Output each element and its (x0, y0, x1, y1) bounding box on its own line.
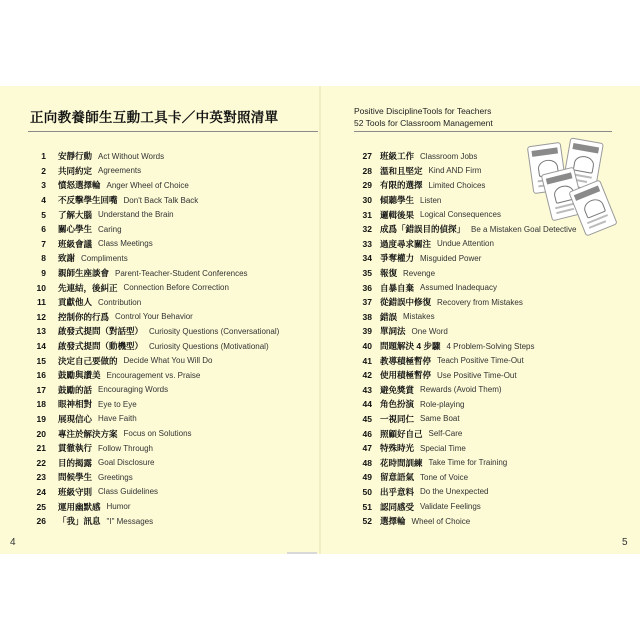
tool-item (28, 353, 279, 368)
tool-item (28, 164, 279, 179)
tool-number: 34 (362, 253, 372, 264)
tool-number: 23 (36, 472, 46, 483)
tool-name-chinese: 憤怒選擇輪 (58, 180, 101, 191)
tool-number: 19 (36, 413, 46, 424)
tool-name-english: Humor (106, 502, 131, 512)
tool-item (28, 455, 279, 470)
tool-number: 13 (36, 326, 46, 337)
tool-item (350, 383, 576, 398)
tool-number: 9 (41, 268, 46, 279)
tool-name-english: Teach Positive Time-Out (437, 356, 524, 366)
tool-item (350, 397, 576, 412)
tool-number: 16 (36, 370, 46, 381)
tool-number: 7 (41, 238, 46, 249)
tool-number: 11 (37, 297, 46, 308)
tool-name-english: Validate Feelings (420, 502, 481, 512)
tool-name-english: Class Guidelines (98, 487, 159, 497)
tool-item (28, 397, 279, 412)
tool-number: 20 (36, 428, 46, 439)
tool-item (350, 441, 576, 456)
tool-name-chinese: 運用幽默感 (58, 501, 101, 512)
tool-name-english: Undue Attention (437, 239, 494, 249)
tool-item (28, 266, 279, 281)
tool-item (350, 470, 576, 485)
tool-name-chinese: 眼神相對 (58, 399, 93, 410)
tool-item (28, 368, 279, 383)
tool-number: 27 (362, 151, 372, 162)
tool-name-english: Assumed Inadequacy (420, 283, 497, 293)
tool-number: 3 (41, 180, 46, 191)
tool-cards-illustration (524, 140, 612, 236)
tool-name-chinese: 過度尋求關注 (380, 238, 432, 249)
tool-name-chinese: 出乎意料 (380, 486, 415, 497)
tool-number: 12 (36, 311, 46, 322)
tool-item (28, 295, 279, 310)
tool-item (350, 280, 576, 295)
bottom-center-mark (287, 552, 317, 554)
tool-name-english: Be a Mistaken Goal Detective (471, 224, 577, 234)
tool-name-english: Control Your Behavior (115, 312, 193, 322)
tool-number: 39 (362, 326, 372, 337)
tool-item (350, 412, 576, 427)
tool-item (350, 237, 576, 252)
tool-item (350, 324, 576, 339)
tool-item (350, 295, 576, 310)
tool-number: 38 (362, 311, 372, 322)
tool-number: 50 (362, 486, 372, 497)
tool-name-chinese: 目的揭露 (58, 457, 93, 468)
tool-name-chinese: 報復 (380, 268, 398, 279)
tool-name-chinese: 安靜行動 (58, 151, 93, 162)
tool-name-chinese: 問候學生 (58, 472, 93, 483)
tool-item (350, 368, 576, 383)
tool-item (28, 514, 279, 529)
tool-name-chinese: 單詞法 (380, 326, 406, 337)
tool-name-english: Follow Through (98, 443, 154, 453)
tool-name-english: Rewards (Avoid Them) (420, 385, 502, 395)
tool-item (28, 178, 279, 193)
tool-name-chinese: 成爲「錯誤目的偵探」 (380, 224, 466, 235)
tool-item (28, 251, 279, 266)
tool-name-chinese: 溫和且堅定 (380, 165, 423, 176)
tool-number: 10 (36, 282, 46, 293)
tool-name-english: Encouragement vs. Praise (106, 370, 201, 380)
page-title-chinese: 正向教養師生互動工具卡／中英對照清單 (30, 110, 279, 125)
tool-item (28, 324, 279, 339)
tool-name-chinese: 避免獎賞 (380, 384, 415, 395)
tool-number: 28 (362, 165, 372, 176)
tool-name-chinese: 不反擊學生回嘴 (58, 195, 118, 206)
right-page-number: 5 (622, 537, 628, 548)
tool-number: 8 (41, 253, 46, 264)
tool-number: 15 (36, 355, 46, 366)
tool-number: 21 (36, 443, 46, 454)
tool-item (28, 339, 279, 354)
left-title-rule (28, 131, 318, 132)
tool-name-english: Logical Consequences (420, 210, 501, 220)
tool-name-chinese: 自暴自棄 (380, 282, 415, 293)
tool-item (350, 310, 576, 325)
tool-name-english: Greetings (98, 472, 133, 482)
tool-name-chinese: 專注於解決方案 (58, 428, 118, 439)
tool-name-english: Goal Disclosure (98, 458, 155, 468)
tool-name-english: One Word (411, 326, 448, 336)
tool-name-chinese: 花時間訓練 (380, 457, 423, 468)
tool-item (28, 149, 279, 164)
tool-name-chinese: 展現信心 (58, 413, 93, 424)
tool-name-chinese: 「我」訊息 (58, 516, 101, 527)
tool-name-english: Anger Wheel of Choice (106, 180, 189, 190)
tool-item (350, 426, 576, 441)
tool-name-english: Decide What You Will Do (123, 356, 213, 366)
tool-name-english: Do the Unexpected (420, 487, 489, 497)
tool-name-chinese: 留意語氣 (380, 472, 415, 483)
tool-name-english: Kind AND Firm (428, 166, 482, 176)
tool-number: 43 (362, 384, 372, 395)
tool-name-english: Listen (420, 195, 442, 205)
tool-name-english: Mistakes (403, 312, 435, 322)
tool-name-english: Agreements (98, 166, 142, 176)
tool-name-english: Revenge (403, 268, 436, 278)
tool-name-english: Don't Back Talk Back (123, 195, 199, 205)
tool-name-english: Encouraging Words (98, 385, 169, 395)
tool-name-chinese: 使用積極暫停 (380, 370, 432, 381)
tool-number: 41 (362, 355, 372, 366)
tool-number: 31 (362, 209, 372, 220)
tool-name-english: Limited Choices (428, 180, 486, 190)
left-tool-list (28, 149, 279, 528)
tool-name-english: Classroom Jobs (420, 151, 478, 161)
tool-name-english: Have Faith (98, 414, 137, 424)
page-fold (319, 86, 321, 554)
tool-number: 33 (362, 238, 372, 249)
tool-number: 1 (41, 151, 46, 162)
tool-item (28, 310, 279, 325)
tool-item (28, 485, 279, 500)
tool-item (350, 514, 576, 529)
tool-name-chinese: 班級工作 (380, 151, 415, 162)
tool-name-chinese: 錯誤 (380, 311, 398, 322)
tool-number: 14 (36, 341, 46, 352)
tool-name-english: Act Without Words (98, 151, 165, 161)
tool-name-chinese: 貫徹執行 (58, 443, 93, 454)
tool-item (28, 441, 279, 456)
tool-name-chinese: 角色扮演 (380, 399, 415, 410)
tool-name-chinese: 認同感受 (380, 501, 415, 512)
tool-name-english: Curiosity Questions (Conversational) (149, 326, 280, 336)
tool-number: 18 (36, 399, 46, 410)
tool-number: 22 (36, 457, 46, 468)
tool-item (28, 470, 279, 485)
right-title-rule (354, 131, 612, 132)
tool-item (350, 353, 576, 368)
page-title-english (354, 105, 493, 129)
tool-name-english: Eye to Eye (98, 399, 137, 409)
tool-number: 35 (362, 268, 372, 279)
tool-number: 40 (362, 341, 372, 352)
tool-number: 4 (41, 195, 46, 206)
tool-name-chinese: 致謝 (58, 253, 76, 264)
tool-name-english: Same Boat (420, 414, 460, 424)
tool-name-english: Contribution (98, 297, 142, 307)
tool-item (350, 499, 576, 514)
tool-item (28, 383, 279, 398)
tool-item (28, 280, 279, 295)
tool-number: 42 (362, 370, 372, 381)
tool-item (28, 412, 279, 427)
tool-name-chinese: 邏輯後果 (380, 209, 415, 220)
title-en-line-2: 52 Tools for Classroom Management (354, 118, 493, 128)
tool-name-chinese: 先連結，後糾正 (58, 282, 118, 293)
tool-name-chinese: 照顧好自己 (380, 428, 423, 439)
tool-number: 25 (36, 501, 46, 512)
tool-item (28, 222, 279, 237)
tool-name-chinese: 選擇輪 (380, 516, 406, 527)
tool-name-english: Tone of Voice (420, 472, 469, 482)
tool-name-chinese: 問題解決 4 步驟 (380, 341, 441, 352)
tool-name-english: Class Meetings (98, 239, 153, 249)
tool-name-chinese: 班級會議 (58, 238, 93, 249)
tool-item (350, 455, 576, 470)
tool-name-chinese: 了解大腦 (58, 209, 93, 220)
tool-item (350, 266, 576, 281)
tool-name-chinese: 一視同仁 (380, 413, 415, 424)
tool-item (350, 339, 576, 354)
tool-name-chinese: 特殊時光 (380, 443, 415, 454)
tool-number: 32 (362, 224, 372, 235)
tool-name-chinese: 教導積極暫停 (380, 355, 432, 366)
tool-number: 52 (362, 516, 372, 527)
tool-item (28, 499, 279, 514)
tool-name-chinese: 關心學生 (58, 224, 93, 235)
tool-name-chinese: 貢獻他人 (58, 297, 93, 308)
tool-number: 30 (362, 195, 372, 206)
tool-number: 5 (41, 209, 46, 220)
tool-number: 49 (362, 472, 372, 483)
tool-number: 24 (36, 486, 46, 497)
tool-name-english: 4 Problem-Solving Steps (446, 341, 535, 351)
tool-name-english: Use Positive Time-Out (437, 370, 517, 380)
tool-name-chinese: 親師生座談會 (58, 268, 110, 279)
tool-number: 48 (362, 457, 372, 468)
tool-number: 51 (362, 501, 372, 512)
tool-number: 47 (362, 443, 372, 454)
tool-name-english: Role-playing (420, 399, 465, 409)
tool-number: 2 (41, 165, 46, 176)
tool-name-english: Compliments (81, 253, 128, 263)
title-en-line-1: Positive DisciplineTools for Teachers (354, 106, 492, 116)
tool-name-chinese: 決定自己要做的 (58, 355, 118, 366)
tool-name-english: Caring (98, 224, 122, 234)
tool-name-chinese: 啟發式提問（動機型） (58, 341, 144, 352)
tool-name-chinese: 爭奪權力 (380, 253, 415, 264)
tool-name-chinese: 鼓勵與讚美 (58, 370, 101, 381)
tool-number: 6 (41, 224, 46, 235)
tool-name-chinese: 有限的選擇 (380, 180, 423, 191)
tool-number: 17 (36, 384, 46, 395)
tool-item (28, 426, 279, 441)
tool-name-english: "I" Messages (106, 516, 154, 526)
tool-name-english: Misguided Power (420, 253, 482, 263)
tool-name-chinese: 共同約定 (58, 165, 93, 176)
tool-name-english: Focus on Solutions (123, 429, 192, 439)
tool-number: 26 (36, 516, 46, 527)
tool-number: 29 (362, 180, 372, 191)
tool-name-chinese: 控制你的行爲 (58, 311, 110, 322)
tool-name-english: Special Time (420, 443, 466, 453)
tool-name-english: Parent-Teacher-Student Conferences (115, 268, 248, 278)
tool-name-english: Connection Before Correction (123, 283, 229, 293)
tool-item (28, 237, 279, 252)
tool-name-chinese: 班級守則 (58, 486, 93, 497)
tool-number: 46 (362, 428, 372, 439)
tool-item (28, 193, 279, 208)
tool-item (350, 251, 576, 266)
tool-number: 36 (362, 282, 372, 293)
tool-name-english: Understand the Brain (98, 210, 174, 220)
tool-number: 45 (362, 413, 372, 424)
tool-name-chinese: 啟發式提問（對話型） (58, 326, 144, 337)
tool-name-chinese: 鼓勵的話 (58, 384, 93, 395)
tool-name-chinese: 從錯誤中修復 (380, 297, 432, 308)
tool-number: 44 (362, 399, 372, 410)
tool-name-chinese: 傾聽學生 (380, 195, 415, 206)
tool-item (28, 207, 279, 222)
tool-name-english: Self-Care (428, 429, 463, 439)
tool-name-english: Recovery from Mistakes (437, 297, 523, 307)
tool-name-english: Wheel of Choice (411, 516, 471, 526)
tool-name-english: Take Time for Training (428, 458, 508, 468)
tool-name-english: Curiosity Questions (Motivational) (149, 341, 269, 351)
tool-card-image (568, 179, 618, 236)
tool-number: 37 (362, 297, 372, 308)
tool-item (350, 485, 576, 500)
left-page-number: 4 (10, 537, 16, 548)
